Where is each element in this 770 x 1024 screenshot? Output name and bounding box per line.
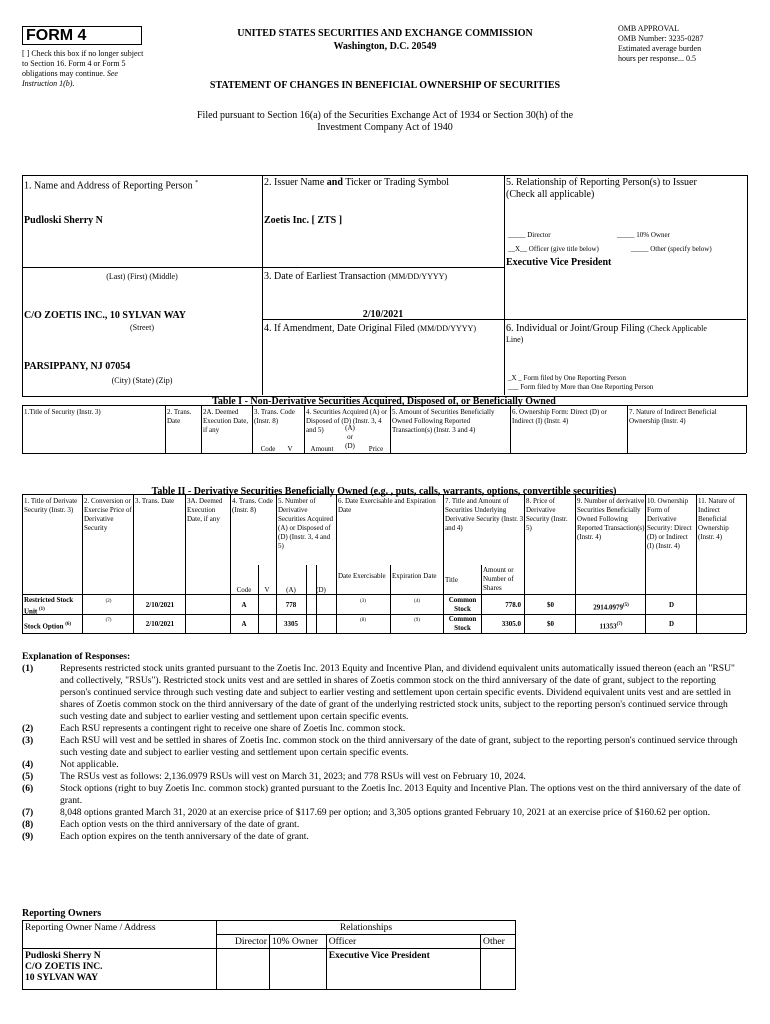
note-3-num: (3) [22, 735, 34, 746]
row1-owned-value: 2914.0979 [593, 603, 623, 612]
note-8-text: Each option vests on the third anniversary of the date of grant. [60, 819, 300, 830]
t2-sub-a: (A) [286, 586, 296, 594]
filing-one: _X _ Form filed by One Reporting Person [508, 374, 627, 382]
ten-pct-check: _____ 10% Owner [617, 231, 670, 239]
box6-check-applicable: (Check Applicable [647, 324, 707, 333]
t2-col3: 3. Trans. Date [135, 497, 175, 505]
t1-sub-v: V [287, 445, 293, 453]
box4-label [264, 323, 504, 335]
t2-sub-code: Code [236, 586, 252, 594]
note-4-num: (4) [22, 759, 34, 770]
officer-check: __X__ Officer (give title below) [508, 245, 599, 253]
box3-label [264, 271, 502, 283]
owner-line2: C/O ZOETIS INC. [25, 961, 103, 972]
explanation-title: Explanation of Responses: [22, 651, 131, 662]
t1-col7: 7. Nature of Indirect Beneficial Ownership (Instr. 4) [629, 408, 717, 425]
t2-col5: 5. Number of Derivative Securities Acquired (A) or Disposed of (D) (Instr. 3, 4 and 5) [278, 497, 334, 550]
box6-label [506, 323, 744, 345]
omb-approval: OMB APPROVAL [618, 24, 679, 33]
earliest-date: 2/10/2021 [362, 309, 404, 320]
t1-sub-a: (A) [345, 424, 355, 432]
row2-owned-value: 11353 [599, 622, 617, 631]
note-1-num: (1) [22, 663, 34, 674]
box2-label-and: and [326, 177, 343, 188]
col-officer: Officer [326, 935, 480, 949]
omb-burden: Estimated average burden [618, 44, 702, 53]
table1-title: Table I - Non-Derivative Securities Acquired, Disposed of, or Beneficially Owned [212, 396, 556, 407]
row2-acquired: 3305 [284, 620, 298, 628]
reporting-owners-table [22, 920, 516, 990]
note-5-num: (5) [22, 771, 34, 782]
row1-title: Restricted Stock Unit [24, 596, 74, 616]
box3-label-text: 3. Date of Earliest Transaction [264, 271, 386, 282]
box3-format: (MM/DD/YYYY) [388, 272, 448, 281]
note-3 [22, 735, 747, 759]
t2-col3a: 3A. Deemed Execution Date, if any [187, 497, 223, 523]
filing-more: ___ Form filed by More than One Reporting Person [508, 383, 654, 391]
t1-col4: 4. Securities Acquired (A) or Disposed of (D) (Instr. 3, 4 and 5) [306, 408, 388, 434]
row2-form: D [668, 620, 675, 628]
agency-city: Washington, D.C. 20549 [333, 41, 437, 52]
t1-col5: 5. Amount of Securities Beneficially Owned Following Reported Transaction(s) (Instr. 3 and 4) [392, 408, 495, 434]
box6-label-text: 6. Individual or Joint/Group Filing [506, 323, 645, 334]
note-1-text: Represents restricted stock units granted pursuant to the Zoetis Inc. 2013 Equity and Incentive Plan, and dividend equivalent units automatically issued thereon (each an "RSU" and collectively, "RSUs"). Restricted stock units vest and are settled in shares of Zoetis common stock on the third anniversary of the date of grant, subject to the reporting person's continued service through such vesting date and subject to earlier vesting and settlement upon certain specific events. Dividend equivalent units vest and are settled in shares of Zoetis common stock on the third anniversary of the date of grant of the underlying restricted stock units, subject to the reporting person's continued service through such vesting date and subject to earlier vesting and settlement upon certain specific events. [60, 663, 735, 722]
t2-sub-amount: Amount or Number of Shares [483, 566, 514, 592]
note-9 [22, 831, 747, 843]
box6-line: Line) [506, 335, 524, 344]
t2-col10: 10. Ownership Form of Derivative Security: Direct (D) or Indirect (I) (Instr. 4) [647, 497, 692, 550]
t1-col6: 6. Ownership Form: Direct (D) or Indirect (I) (Instr. 4) [512, 408, 607, 425]
issuer-value: Zoetis Inc. [ ZTS ] [264, 215, 343, 226]
t2-sub-expiration: Expiration Date [392, 572, 437, 580]
col-ten-pct: 10% Owner [269, 935, 326, 949]
box2-label-b: Ticker or Trading Symbol [345, 177, 450, 188]
row1-underlying: Common Stock [448, 596, 477, 613]
omb-hours: hours per response... 0.5 [618, 54, 696, 63]
note-6 [22, 783, 747, 807]
t1-col2a: 2A. Deemed Execution Date, if any [203, 408, 249, 434]
street-label: (Street) [130, 323, 154, 332]
note-8 [22, 819, 747, 831]
form-title: FORM 4 [22, 26, 142, 45]
row2-code: A [241, 620, 247, 628]
owner-line3: 10 SYLVAN WAY [25, 972, 99, 983]
t2-sub-v: V [264, 586, 270, 594]
note-2-num: (2) [22, 723, 34, 734]
t2-col11: 11. Nature of Indirect Beneficial Ownership (Instr. 4) [698, 497, 735, 541]
reporting-owners-title: Reporting Owners [22, 908, 102, 919]
row2-owned-fn: (7) [616, 622, 623, 627]
officer-title: Executive Vice President [506, 257, 612, 268]
row2-price-fn: (7) [105, 618, 112, 623]
table-row [24, 620, 82, 631]
omb-block [618, 24, 748, 64]
row2-underlying: Common Stock [448, 615, 477, 632]
table-row [24, 596, 82, 616]
col-other: Other [481, 935, 516, 949]
t1-sub-a-or-d [340, 424, 360, 451]
table-row [23, 949, 516, 990]
table2-title: Table II - Derivative Securities Beneficially Owned (e.g. , puts, calls, warrants, options, convertible securities) [151, 486, 617, 497]
director-check: _____ Director [508, 231, 551, 239]
note-6-num: (6) [22, 783, 34, 794]
note-2 [22, 723, 747, 735]
note-6-text: Stock options (right to buy Zoetis Inc. common stock) granted pursuant to the Zoetis Inc. 2013 Equity and Incentive Plan. The options vest on the third anniversary of the date of grant. [60, 783, 741, 806]
note-4-text: Not applicable. [60, 759, 119, 770]
t1-col2: 2. Trans. Date [167, 408, 192, 425]
other-check: _____ Other (specify below) [631, 245, 712, 253]
street-value: C/O ZOETIS INC., 10 SYLVAN WAY [24, 310, 187, 321]
check-box-instruction [22, 49, 147, 89]
box2-label [264, 177, 502, 189]
check-box-text: [ ] Check this box if no longer subject to Section 16. Form 4 or Form 5 obligations may continue. [22, 49, 144, 78]
t2-col2: 2. Conversion or Exercise Price of Derivative Security [84, 497, 132, 532]
note-2-text: Each RSU represents a contingent right to receive one share of Zoetis Inc. common stock. [60, 723, 406, 734]
note-5-text: The RSUs vest as follows: 2,136.0979 RSUs will vest on March 31, 2023; and 778 RSUs will vest on February 10, 2024. [60, 771, 526, 782]
note-5 [22, 771, 747, 783]
box5-label-1: 5. Relationship of Reporting Person(s) to Issuer [506, 177, 697, 188]
row1-acquired: 778 [285, 601, 297, 609]
note-3-text: Each RSU will vest and be settled in shares of Zoetis Inc. common stock on the third anniversary of the date of grant, subject to the reporting person's continued service through such vesting date and subject to earlier vesting and settlement upon certain specific events. [60, 735, 738, 758]
note-7-num: (7) [22, 807, 34, 818]
reporter-name: Pudloski Sherry N [24, 215, 103, 226]
row1-code: A [241, 601, 247, 609]
box1-sup: * [195, 180, 199, 186]
t1-sub-price: Price [368, 445, 384, 453]
box5-label [506, 177, 744, 201]
statement-title: STATEMENT OF CHANGES IN BENEFICIAL OWNERSHIP OF SECURITIES [209, 80, 561, 91]
row1-owned-fn: (5) [622, 603, 629, 608]
row2-owned [577, 620, 645, 631]
t1-sub-d: (D) [345, 442, 355, 450]
col-owner-name: Reporting Owner Name / Address [23, 921, 217, 935]
filed-pursuant-line2: Investment Company Act of 1940 [317, 122, 453, 133]
t1-sub-amount: Amount [310, 445, 334, 453]
row2-title: Stock Option [24, 622, 64, 631]
t2-sub-exercisable: Date Exercisable [338, 572, 386, 580]
t2-sub-d: (D) [316, 586, 326, 594]
row1-exercisable-fn: (3) [360, 599, 366, 604]
row2-amount: 3305.0 [501, 620, 521, 628]
agency-name: UNITED STATES SECURITIES AND EXCHANGE COMMISSION [237, 28, 533, 39]
t1-col1: 1.Title of Security (Instr. 3) [24, 408, 101, 416]
box2-label-a: 2. Issuer Name [264, 177, 325, 188]
note-7 [22, 807, 747, 819]
box1-label [24, 177, 259, 192]
note-8-num: (8) [22, 819, 34, 830]
row1-date: 2/10/2021 [145, 601, 175, 609]
see-instruction: See Instruction 1(b). [22, 69, 118, 88]
filed-pursuant-line1: Filed pursuant to Section 16(a) of the Securities Exchange Act of 1934 or Section 30(h) of the [196, 110, 574, 121]
col-director: Director [217, 935, 270, 949]
owner-cell [23, 949, 217, 990]
t2-col1: 1. Title of Derivate Security (Instr. 3) [24, 497, 78, 514]
t2-sub-title: Title [445, 576, 458, 584]
row1-amount: 778.0 [505, 601, 521, 609]
city-label: (City) (State) (Zip) [111, 376, 173, 385]
t2-col6: 6. Date Exercisable and Expiration Date [338, 497, 436, 514]
row1-price-fn: (2) [105, 599, 112, 604]
row2-exercisable-fn: (8) [360, 618, 366, 623]
owner-line1: Pudloski Sherry N [25, 950, 101, 961]
name-parts-label: (Last) (First) (Middle) [106, 272, 178, 281]
note-9-text: Each option expires on the tenth anniversary of the date of grant. [60, 831, 309, 842]
box1-label-text: 1. Name and Address of Reporting Person [24, 180, 193, 192]
row1-owned [577, 601, 645, 612]
note-1 [22, 663, 747, 723]
t2-col7: 7. Title and Amount of Securities Underlying Derivative Security (Instr. 3 and 4) [445, 497, 524, 532]
row2-deriv-price: $0 [547, 620, 554, 628]
box4-format: (MM/DD/YYYY) [417, 324, 476, 333]
row1-form: D [668, 601, 675, 609]
row2-title-fn: (6) [65, 622, 72, 627]
omb-number: OMB Number: 3235-0287 [618, 34, 704, 43]
t2-col9: 9. Number of derivative Securities Beneficially Owned Following Reported Transaction(s) (Instr. 4) [577, 497, 645, 541]
t1-sub-code: Code [260, 445, 276, 453]
note-4 [22, 759, 747, 771]
owner-officer-value: Executive Vice President [326, 949, 480, 990]
row1-expiration-fn: (4) [414, 599, 420, 604]
row1-title-fn: (1) [38, 607, 45, 612]
row2-expiration-fn: (9) [414, 618, 420, 623]
explanation-section [22, 651, 747, 843]
box5-label-2: (Check all applicable) [506, 189, 595, 200]
t1-col3: 3. Trans. Code (Instr. 8) [254, 408, 295, 425]
t2-col4: 4. Trans. Code (Instr. 8) [232, 497, 273, 514]
row1-deriv-price: $0 [547, 601, 554, 609]
info-grid [22, 175, 748, 397]
city-value: PARSIPPANY, NJ 07054 [24, 361, 131, 372]
col-relationships: Relationships [217, 921, 516, 935]
t1-sub-or: or [347, 433, 353, 441]
note-7-text: 8,048 options granted March 31, 2020 at an exercise price of $117.69 per option; and 3,305 options granted February 10, 2021 at an exercise price of $160.62 per option. [60, 807, 710, 818]
t2-col8: 8. Price of Derivative Security (Instr. 5) [526, 497, 568, 532]
row2-date: 2/10/2021 [145, 620, 175, 628]
note-9-num: (9) [22, 831, 34, 842]
box4-label-text: 4. If Amendment, Date Original Filed [264, 323, 415, 334]
